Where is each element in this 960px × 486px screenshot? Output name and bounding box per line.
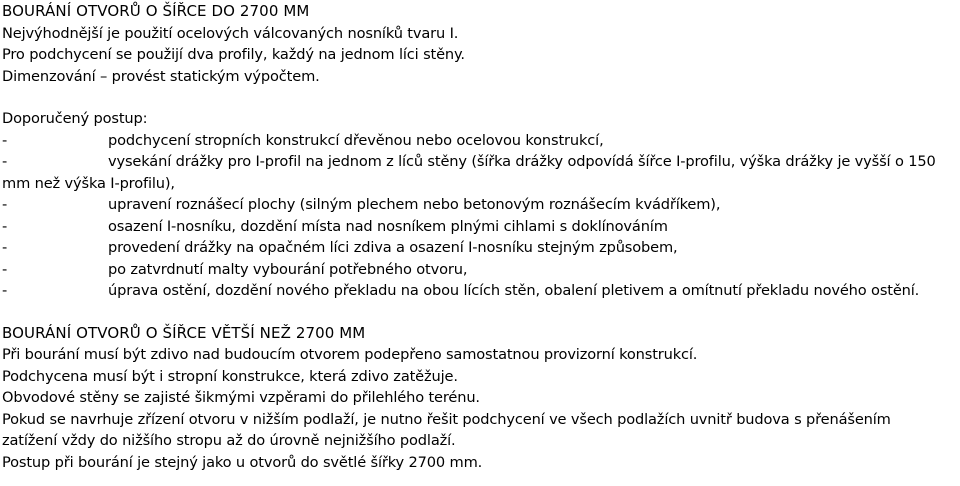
procedure-item [2,259,958,281]
document-page [2,1,958,473]
paragraph-gap [2,87,958,108]
section1-line: Nejvýhodnější je použití ocelových válcovaných nosníků tvaru I. [2,24,459,42]
list-dash: - [2,239,8,256]
procedure-item [2,194,958,216]
procedure-item [2,216,958,238]
section2-line: Při bourání musí být zdivo nad budoucím otvorem podepřeno samostatnou provizorní konstrukcí. [2,346,698,363]
section1-line: Pro podchycení se použijí dva profily, každý na jednom líci stěny. [2,46,465,63]
procedure-item-text: provedení drážky na opačném líci zdiva a osazení I-nosníku stejným způsobem, [108,239,678,256]
procedure-item-text: po zatvrdnutí malty vybourání potřebného otvoru, [108,260,468,278]
section1-heading: BOURÁNÍ OTVORŮ O ŠÍŘCE DO 2700 MM [2,2,310,20]
list-dash: - [2,131,8,149]
procedure-item-text: podchycení stropních konstrukcí dřevěnou nebo ocelovou konstrukcí, [108,131,604,149]
procedure-item-text: osazení I-nosníku, dozdění místa nad nosníkem plnými cihlami s doklínováním [108,217,668,235]
section2-line: Postup při bourání je stejný jako u otvorů do světlé šířky 2700 mm. [2,453,483,471]
procedure-title: Doporučený postup: [2,110,148,127]
section2-line: Podchycena musí být i stropní konstrukce, která zdivo zatěžuje. [2,367,458,385]
section2-line: zatížení vždy do nižšího stropu až do úrovně nejnižšího podlaží. [2,432,456,449]
procedure-item [2,130,958,152]
section1-line: Dimenzování – provést statickým výpočtem. [2,67,320,85]
list-dash: - [2,282,8,299]
section2-heading: BOURÁNÍ OTVORŮ O ŠÍŘCE VĚTŠÍ NEŽ 2700 MM [2,323,366,342]
section2-line: Obvodové stěny se zajisté šikmými vzpěrami do přilehlého terénu. [2,389,480,406]
list-dash: - [2,217,8,235]
section2-line: Pokud se navrhuje zřízení otvoru v nižším podlaží, je nutno řešit podchycení ve všech podlažích uvnitř budova s přenášením [2,410,891,428]
list-dash: - [2,260,8,278]
procedure-item-text: vysekání drážky pro I-profil na jednom z líců stěny (šířka drážky odpovídá šířce I-profilu, výška drážky je vyšší o 150 [108,153,936,170]
procedure-item [2,151,958,173]
procedure-item-continuation: mm než výška I-profilu), [2,174,175,192]
paragraph-gap [2,302,958,323]
procedure-item [2,237,958,259]
procedure-item-text: upravení roznášecí plochy (silným plechem nebo betonovým roznášecím kvádříkem), [108,196,721,213]
list-dash: - [2,196,8,213]
procedure-item [2,280,958,302]
procedure-item-text: úprava ostění, dozdění nového překladu na obou lících stěn, obalení pletivem a omítnutí překladu nového ostění. [108,282,920,299]
list-dash: - [2,153,8,170]
